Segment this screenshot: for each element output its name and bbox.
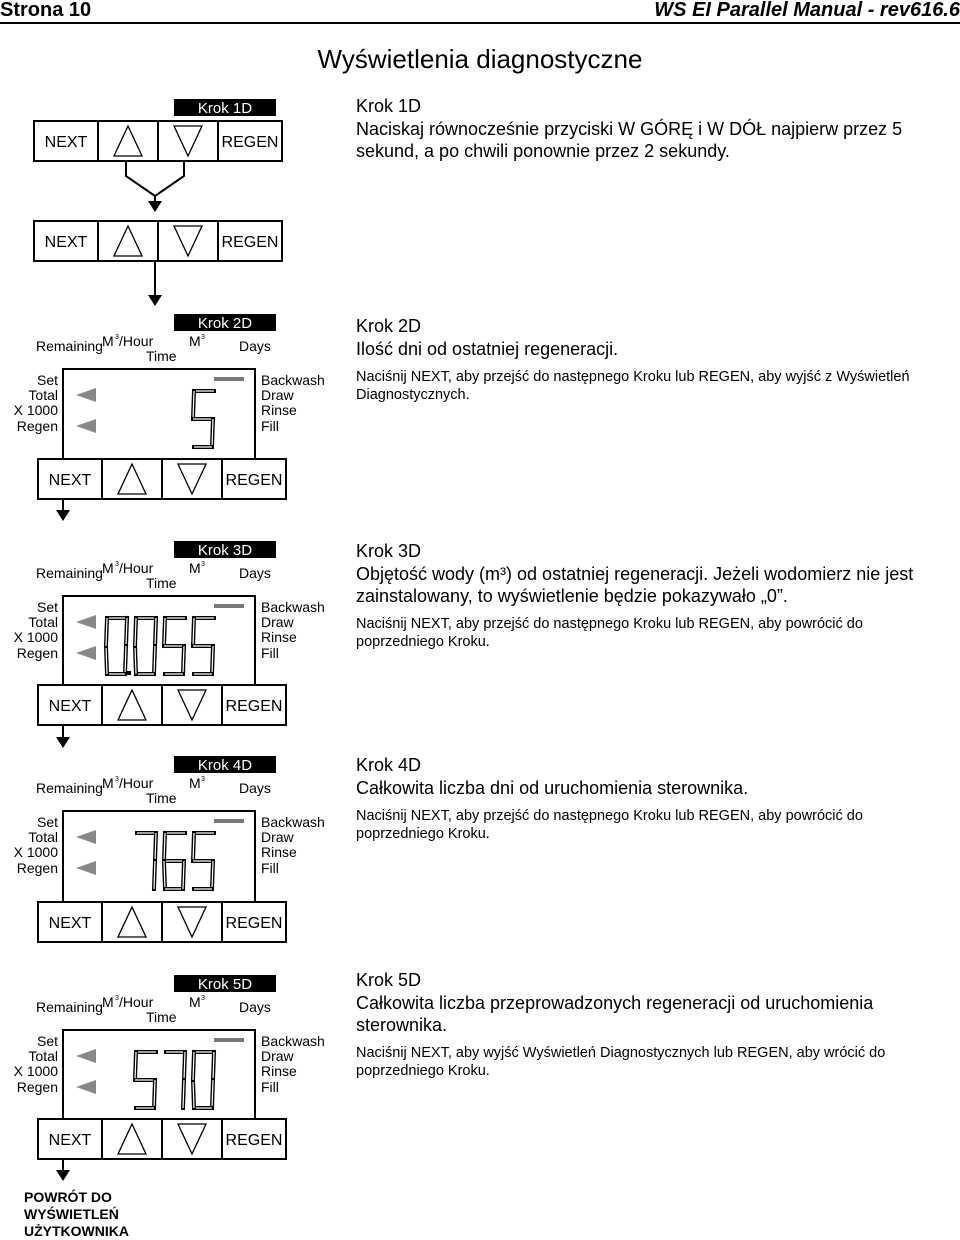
button-row bbox=[38, 685, 286, 725]
down-button[interactable] bbox=[162, 685, 222, 725]
lcd-display bbox=[14, 994, 325, 1125]
label-rinse: Rinse bbox=[261, 1063, 297, 1079]
lcd-decimal-point bbox=[127, 671, 131, 675]
regen-button-label: REGEN bbox=[221, 134, 279, 151]
regen-button-label: REGEN bbox=[221, 234, 279, 251]
arrow-down-icon bbox=[56, 737, 70, 748]
next-button[interactable] bbox=[34, 221, 98, 261]
regen-button[interactable] bbox=[222, 902, 286, 942]
next-button-label: NEXT bbox=[48, 915, 92, 932]
label-time: Time bbox=[146, 575, 177, 591]
manual-title: WS EI Parallel Manual - rev616.6 bbox=[654, 0, 960, 21]
label-m3-sup: 3 bbox=[201, 561, 205, 568]
label-m3-hour-m: M bbox=[102, 560, 114, 576]
label-m3-hour-rest: /Hour bbox=[119, 775, 154, 791]
step-note: Naciśnij NEXT, aby wyjść Wyświetleń Diagnostycznych lub REGEN, aby wrócić do poprzedniego Kroku. bbox=[356, 1045, 886, 1079]
regen-button[interactable] bbox=[218, 221, 282, 261]
button-row bbox=[38, 902, 286, 942]
down-button[interactable] bbox=[162, 459, 222, 499]
step-tag-label: Krok 1D bbox=[197, 100, 253, 117]
label-time: Time bbox=[146, 348, 177, 364]
label-regen: Regen bbox=[16, 1079, 58, 1095]
step-heading: Krok 4D bbox=[356, 755, 422, 775]
step-heading: Krok 5D bbox=[356, 970, 422, 990]
up-button[interactable] bbox=[98, 221, 158, 261]
next-button[interactable] bbox=[38, 459, 102, 499]
lcd-display bbox=[14, 333, 325, 464]
label-m3-hour-sup: 3 bbox=[115, 776, 119, 783]
step-tag-label: Krok 4D bbox=[197, 757, 253, 774]
label-m3-hour-sup: 3 bbox=[115, 995, 119, 1002]
regen-button[interactable] bbox=[222, 459, 286, 499]
next-button-label: NEXT bbox=[48, 698, 92, 715]
step-text: Naciskaj równocześnie przyciski W GÓRĘ i W DÓŁ najpierw przez 5 sekund, a po chwili ponownie przez 2 sekundy. bbox=[356, 119, 903, 161]
lcd-screen bbox=[63, 1030, 255, 1125]
label-time: Time bbox=[146, 1009, 177, 1025]
button-row bbox=[38, 459, 286, 499]
regen-button[interactable] bbox=[222, 685, 286, 725]
step-heading: Krok 1D bbox=[356, 96, 422, 116]
label-m3-sup: 3 bbox=[201, 334, 205, 341]
return-to-user-displays-label: POWRÓT DO WYŚWIETLEŃ UŻYTKOWNIKA bbox=[24, 1189, 129, 1239]
next-button-label: NEXT bbox=[48, 1132, 92, 1149]
up-button[interactable] bbox=[102, 459, 162, 499]
lcd-screen bbox=[63, 369, 255, 464]
next-button[interactable] bbox=[34, 121, 98, 161]
label-x1000: X 1000 bbox=[13, 1063, 58, 1079]
label-time: Time bbox=[146, 790, 177, 806]
label-remaining: Remaining bbox=[36, 565, 103, 581]
up-button[interactable] bbox=[102, 685, 162, 725]
label-set: Set bbox=[36, 1033, 58, 1049]
label-remaining: Remaining bbox=[36, 999, 103, 1015]
step-tag bbox=[174, 756, 276, 774]
label-regen: Regen bbox=[16, 860, 58, 876]
up-button[interactable] bbox=[102, 1119, 162, 1159]
label-regen: Regen bbox=[16, 418, 58, 434]
label-backwash: Backwash bbox=[261, 1033, 325, 1049]
regen-button-label: REGEN bbox=[225, 472, 283, 489]
lcd-screen bbox=[63, 596, 255, 691]
step-text: Całkowita liczba przeprowadzonych regeneracji od uruchomienia sterownika. bbox=[356, 993, 874, 1035]
step-note: Naciśnij NEXT, aby przejść do następnego Kroku lub REGEN, aby wyjść z Wyświetleń Diagnostycznych. bbox=[356, 369, 910, 403]
label-m3-m: M bbox=[189, 333, 201, 349]
label-m3-hour-sup: 3 bbox=[115, 334, 119, 341]
step-tag bbox=[174, 314, 276, 332]
label-set: Set bbox=[36, 599, 58, 615]
label-m3-m: M bbox=[189, 560, 201, 576]
step-tag bbox=[174, 975, 276, 993]
button-row bbox=[34, 221, 282, 261]
label-m3-hour-rest: /Hour bbox=[119, 333, 154, 349]
up-button[interactable] bbox=[102, 902, 162, 942]
next-button[interactable] bbox=[38, 902, 102, 942]
label-backwash: Backwash bbox=[261, 372, 325, 388]
next-button[interactable] bbox=[38, 685, 102, 725]
label-m3-sup: 3 bbox=[201, 776, 205, 783]
label-draw: Draw bbox=[261, 829, 294, 845]
label-m3-hour-rest: /Hour bbox=[119, 994, 154, 1010]
regen-button[interactable] bbox=[222, 1119, 286, 1159]
regen-button-label: REGEN bbox=[225, 1132, 283, 1149]
label-backwash: Backwash bbox=[261, 814, 325, 830]
lcd-bar-indicator bbox=[214, 1038, 244, 1042]
page-number: Strona 10 bbox=[0, 0, 92, 21]
button-row bbox=[38, 1119, 286, 1159]
label-rinse: Rinse bbox=[261, 844, 297, 860]
label-remaining: Remaining bbox=[36, 338, 103, 354]
label-set: Set bbox=[36, 372, 58, 388]
next-button[interactable] bbox=[38, 1119, 102, 1159]
label-draw: Draw bbox=[261, 1048, 294, 1064]
next-button-label: NEXT bbox=[44, 134, 88, 151]
label-m3-m: M bbox=[189, 994, 201, 1010]
regen-button-label: REGEN bbox=[225, 915, 283, 932]
label-total: Total bbox=[28, 387, 58, 403]
next-button-label: NEXT bbox=[44, 234, 88, 251]
step-5d-description bbox=[356, 970, 936, 1080]
label-draw: Draw bbox=[261, 614, 294, 630]
step-3d-description bbox=[356, 541, 936, 651]
step-2d-description bbox=[356, 316, 936, 404]
label-fill: Fill bbox=[261, 418, 279, 434]
label-draw: Draw bbox=[261, 387, 294, 403]
step-tag bbox=[174, 99, 276, 117]
label-regen: Regen bbox=[16, 645, 58, 661]
step-1d-description bbox=[356, 96, 936, 162]
label-days: Days bbox=[239, 780, 271, 796]
down-button[interactable] bbox=[158, 121, 218, 161]
page-title: Wyświetlenia diagnostyczne bbox=[317, 44, 643, 74]
label-m3-hour-m: M bbox=[102, 333, 114, 349]
label-set: Set bbox=[36, 814, 58, 830]
merge-arrow bbox=[126, 161, 184, 212]
lcd-bar-indicator bbox=[214, 377, 244, 381]
lcd-bar-indicator bbox=[214, 604, 244, 608]
lcd-bar-indicator bbox=[214, 819, 244, 823]
step-tag bbox=[174, 541, 276, 559]
label-m3-hour-m: M bbox=[102, 994, 114, 1010]
label-rinse: Rinse bbox=[261, 402, 297, 418]
label-total: Total bbox=[28, 829, 58, 845]
label-remaining: Remaining bbox=[36, 780, 103, 796]
label-x1000: X 1000 bbox=[13, 402, 58, 418]
step-heading: Krok 2D bbox=[356, 316, 422, 336]
step-heading: Krok 3D bbox=[356, 541, 422, 561]
label-m3-hour-m: M bbox=[102, 775, 114, 791]
label-m3-hour-sup: 3 bbox=[115, 561, 119, 568]
label-days: Days bbox=[239, 565, 271, 581]
next-button-label: NEXT bbox=[48, 472, 92, 489]
step-text: Całkowita liczba dni od uruchomienia sterownika. bbox=[356, 778, 749, 798]
label-x1000: X 1000 bbox=[13, 844, 58, 860]
label-fill: Fill bbox=[261, 645, 279, 661]
lcd-screen bbox=[63, 811, 255, 906]
regen-button[interactable] bbox=[218, 121, 282, 161]
lcd-display bbox=[14, 775, 325, 906]
label-days: Days bbox=[239, 338, 271, 354]
label-x1000: X 1000 bbox=[13, 629, 58, 645]
label-m3-sup: 3 bbox=[201, 995, 205, 1002]
step-tag-label: Krok 2D bbox=[197, 315, 253, 332]
label-m3-hour-rest: /Hour bbox=[119, 560, 154, 576]
up-button[interactable] bbox=[98, 121, 158, 161]
regen-button-label: REGEN bbox=[225, 698, 283, 715]
arrow-down-icon bbox=[148, 201, 162, 212]
step-tag-label: Krok 3D bbox=[197, 542, 253, 559]
button-row bbox=[34, 121, 282, 161]
down-button[interactable] bbox=[158, 221, 218, 261]
step-note: Naciśnij NEXT, aby przejść do następnego Kroku lub REGEN, aby powrócić do poprzedniego Kroku. bbox=[356, 808, 863, 842]
label-total: Total bbox=[28, 1048, 58, 1064]
arrow-down-icon bbox=[56, 1170, 70, 1181]
merge-arrow-line bbox=[126, 161, 184, 196]
step-4d-description bbox=[356, 755, 936, 843]
step-note: Naciśnij NEXT, aby przejść do następnego Kroku lub REGEN, aby powrócić do poprzedniego Kroku. bbox=[356, 616, 863, 650]
step-text: Objętość wody (m³) od ostatniej regeneracji. Jeżeli wodomierz nie jest zainstalowany, to wyświetlenie będzie pokazywało „0”. bbox=[356, 564, 914, 606]
step-text: Ilość dni od ostatniej regeneracji. bbox=[356, 339, 619, 359]
down-button[interactable] bbox=[162, 902, 222, 942]
arrow-down-icon bbox=[56, 510, 70, 521]
label-days: Days bbox=[239, 999, 271, 1015]
arrow-down-icon bbox=[148, 295, 162, 306]
down-button[interactable] bbox=[162, 1119, 222, 1159]
label-m3-m: M bbox=[189, 775, 201, 791]
label-total: Total bbox=[28, 614, 58, 630]
label-fill: Fill bbox=[261, 860, 279, 876]
label-backwash: Backwash bbox=[261, 599, 325, 615]
label-fill: Fill bbox=[261, 1079, 279, 1095]
step-tag-label: Krok 5D bbox=[197, 976, 253, 993]
lcd-display bbox=[14, 560, 325, 691]
label-rinse: Rinse bbox=[261, 629, 297, 645]
